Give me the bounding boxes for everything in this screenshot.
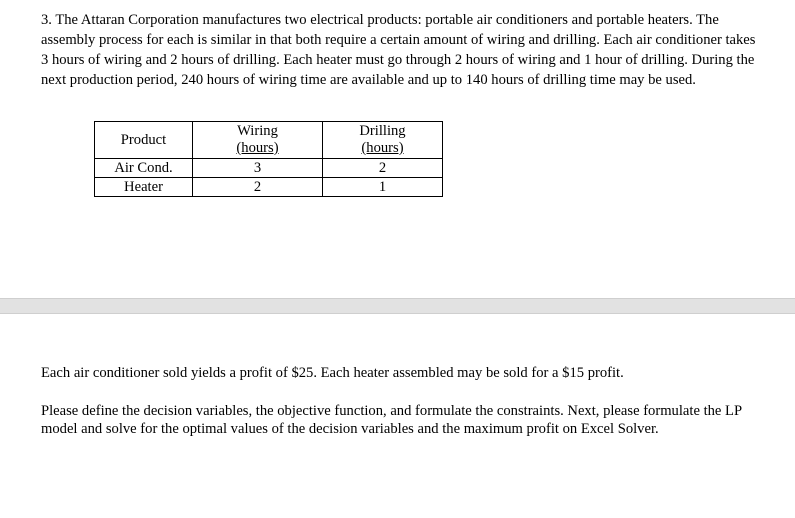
cell-drilling: 1 xyxy=(323,178,443,197)
header-wiring xyxy=(193,122,323,159)
table-header-row xyxy=(95,122,443,159)
header-drilling-label: Drilling xyxy=(359,123,406,139)
table-row xyxy=(95,178,443,197)
profit-statement: Each air conditioner sold yields a profit of $25. Each heater assembled may be sold for a $15 profit. xyxy=(41,365,624,381)
instructions: Please define the decision variables, the objective function, and formulate the constraints. Next, please formulate the LP model and solve for the optimal values of the decision variables and the maximum profit on Excel Solver. xyxy=(41,403,742,437)
question-section xyxy=(0,314,795,518)
cell-product: Air Cond. xyxy=(95,159,193,178)
header-wiring-label: Wiring xyxy=(237,123,278,139)
section-divider xyxy=(0,298,795,314)
header-drilling xyxy=(323,122,443,159)
cell-wiring: 3 xyxy=(193,159,323,178)
header-product: Product xyxy=(95,122,193,159)
header-drilling-unit: (hours) xyxy=(361,140,404,156)
cell-product: Heater xyxy=(95,178,193,197)
cell-drilling: 2 xyxy=(323,159,443,178)
header-wiring-unit: (hours) xyxy=(236,140,279,156)
production-table xyxy=(94,121,443,197)
problem-statement: 3. The Attaran Corporation manufactures two electrical products: portable air conditioners and portable heaters. The assembly process for each is similar in that both require a certain amount of wiring and drilling. Each air conditioner takes 3 hours of wiring and 2 hours of drilling. Each heater must go through 2 hours of wiring and 1 hour of drilling. During the next production period, 240 hours of wiring time are available and up to 140 hours of drilling time may be used. xyxy=(41,12,756,88)
cell-wiring: 2 xyxy=(193,178,323,197)
table-row xyxy=(95,159,443,178)
